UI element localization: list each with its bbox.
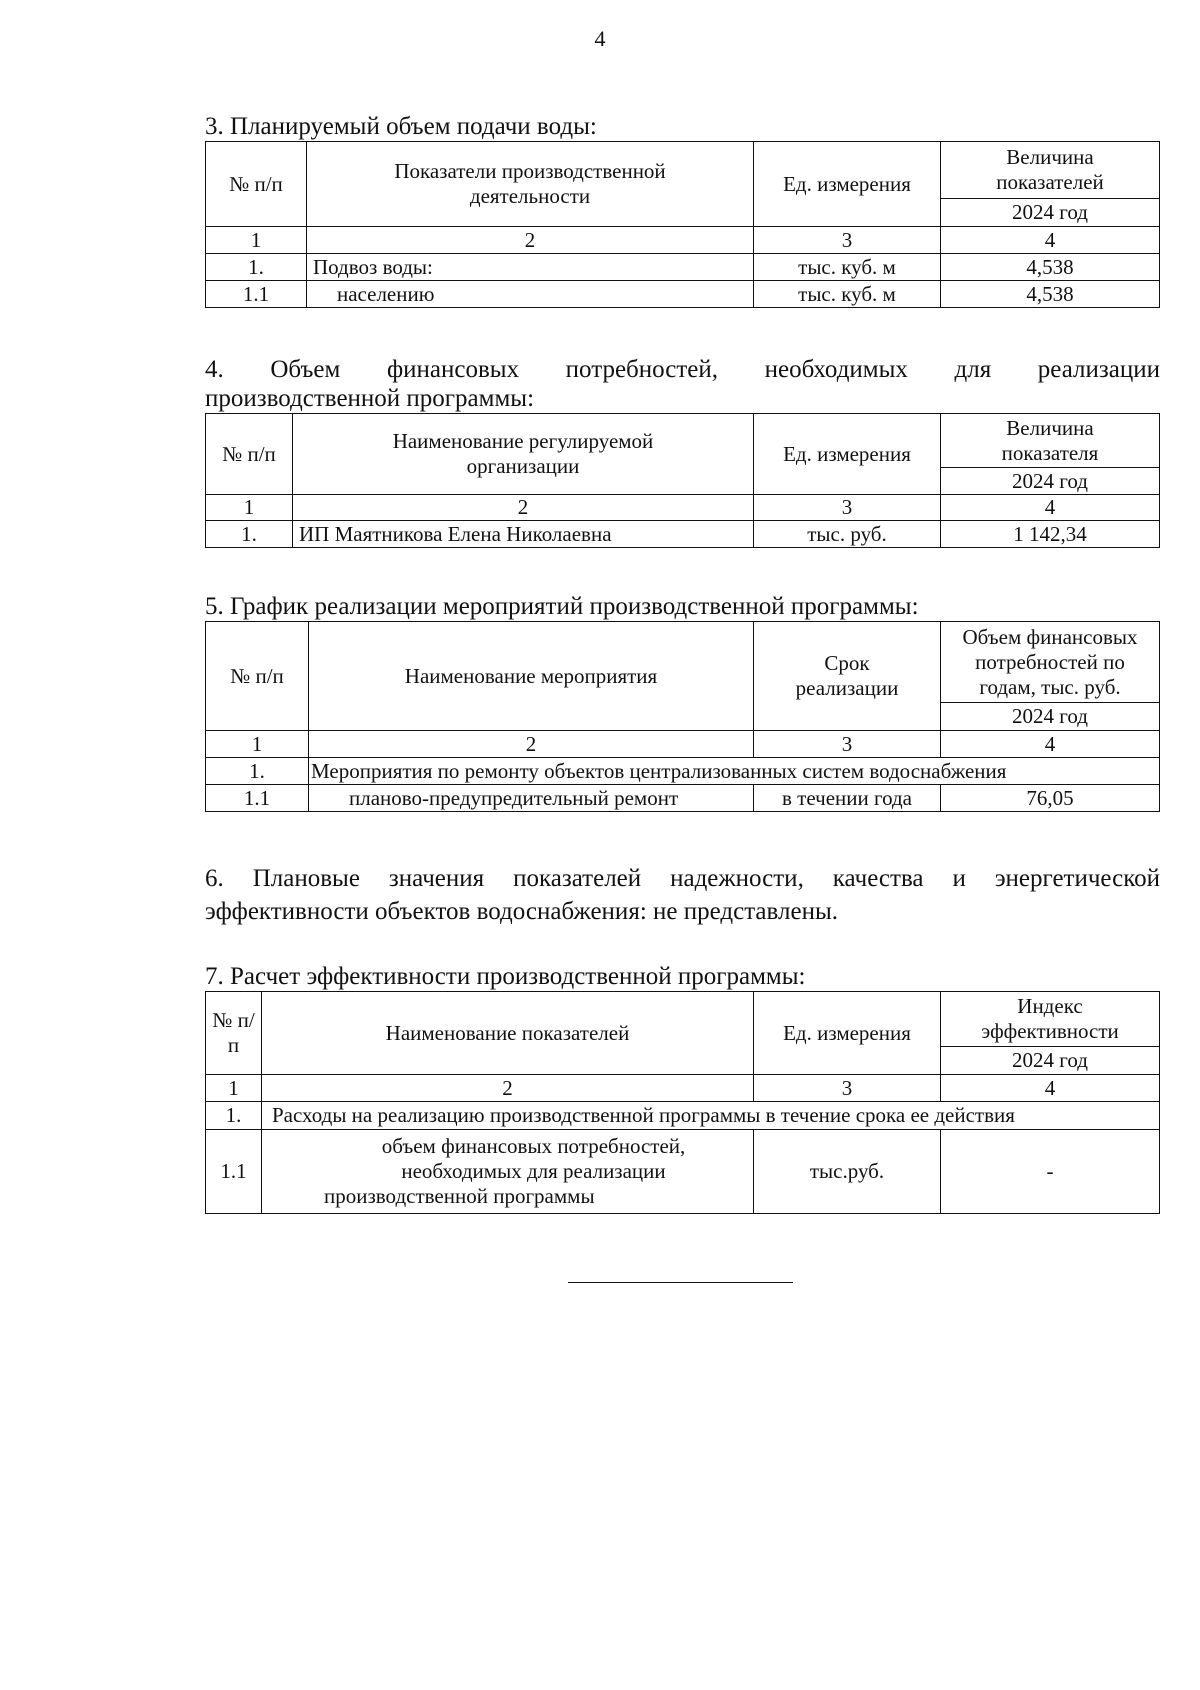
row-name: объем финансовых потребностей, необходимых для реализации производственной программы [262,1130,754,1214]
section-4 [205,355,1160,548]
row-name: населению [307,281,754,308]
row-value: 1 142,34 [941,521,1160,548]
table-row [206,785,1160,812]
table-row [206,254,1160,281]
header-year: 2024 год [941,468,1160,495]
section-3 [205,112,1160,308]
index-cell: 2 [307,227,754,254]
index-cell: 3 [754,731,941,758]
section-3-title: 3. Планируемый объем подачи воды: [205,113,597,140]
header-num: № п/п [206,414,293,495]
index-cell: 1 [206,1075,262,1102]
row-value: 76,05 [941,785,1160,812]
end-divider-line [568,1282,793,1283]
row-term: в течении года [754,785,941,812]
index-cell: 1 [206,227,307,254]
row-num: 1.1 [206,1130,262,1214]
index-cell: 1 [206,495,293,521]
row-num: 1. [206,758,309,785]
section-6-line1: 6. Плановые значения показателей надежности, качества и энергетической [205,865,1160,892]
row-num: 1. [206,254,307,281]
header-unit: Ед. измерения [754,992,941,1075]
row-num: 1.1 [206,785,309,812]
header-term: Срок реализации [754,622,941,731]
row-name: ИП Маятникова Елена Николаевна [293,521,754,548]
header-num: № п/п [206,622,309,731]
index-row [206,495,1160,521]
group-row-text: Мероприятия по ремонту объектов централизованных систем водоснабжения [309,758,1160,785]
row-name: Подвоз воды: [307,254,754,281]
header-name: Наименование мероприятия [309,622,754,731]
section-4-title-line1: 4. Объем финансовых потребностей, необходимых для реализации [205,356,1160,383]
index-cell: 4 [941,495,1160,521]
table-row [206,521,1160,548]
index-cell: 2 [262,1075,754,1102]
row-value: 4,538 [941,281,1160,308]
index-cell: 4 [941,1075,1160,1102]
row-unit: тыс. руб. [754,521,941,548]
header-name: Показатели производственной деятельности [307,142,754,227]
header-unit: Ед. измерения [754,414,941,495]
header-value: Величина показателей [941,142,1160,199]
header-num: № п/п [206,142,307,227]
section-6 [205,862,1160,928]
row-unit: тыс.руб. [754,1130,941,1214]
row-name: планово-предупредительный ремонт [309,785,754,812]
header-value: Величина показателя [941,414,1160,468]
row-value: - [941,1130,1160,1214]
section-5 [205,592,1160,812]
financial-needs-table [205,413,1160,548]
index-cell: 3 [754,1075,941,1102]
index-row [206,227,1160,254]
header-year: 2024 год [941,199,1160,227]
header-value: Индекс эффективности [941,992,1160,1047]
row-num: 1.1 [206,281,307,308]
water-supply-table [205,141,1160,308]
index-cell: 1 [206,731,309,758]
section-7-title: 7. Расчет эффективности производственной программы: [205,963,806,990]
section-7 [205,962,1160,1214]
header-year: 2024 год [941,1047,1160,1075]
section-6-line2: эффективности объектов водоснабжения: не представлены. [205,898,838,925]
page-number: 4 [594,26,606,51]
table-row [206,1130,1160,1214]
row-value: 4,538 [941,254,1160,281]
header-name: Наименование регулируемой организации [293,414,754,495]
group-row-text: Расходы на реализацию производственной программы в течение срока ее действия [262,1102,1160,1130]
index-cell: 4 [941,731,1160,758]
row-unit: тыс. куб. м [754,254,941,281]
section-5-title: 5. График реализации мероприятий производственной программы: [205,593,919,620]
section-4-title-line2: производственной программы: [205,385,535,412]
index-row [206,1075,1160,1102]
group-row [206,1102,1160,1130]
index-row [206,731,1160,758]
efficiency-table [205,991,1160,1214]
header-num: № п/п [206,992,262,1075]
table-row [206,281,1160,308]
index-cell: 2 [309,731,754,758]
index-cell: 3 [754,227,941,254]
header-year: 2024 год [941,703,1160,731]
row-num: 1. [206,1102,262,1130]
index-cell: 3 [754,495,941,521]
header-value: Объем финансовых потребностей по годам, тыс. руб. [941,622,1160,703]
index-cell: 4 [941,227,1160,254]
row-num: 1. [206,521,293,548]
header-unit: Ед. измерения [754,142,941,227]
index-cell: 2 [293,495,754,521]
schedule-table [205,621,1160,812]
header-name: Наименование показателей [262,992,754,1075]
row-unit: тыс. куб. м [754,281,941,308]
group-row [206,758,1160,785]
